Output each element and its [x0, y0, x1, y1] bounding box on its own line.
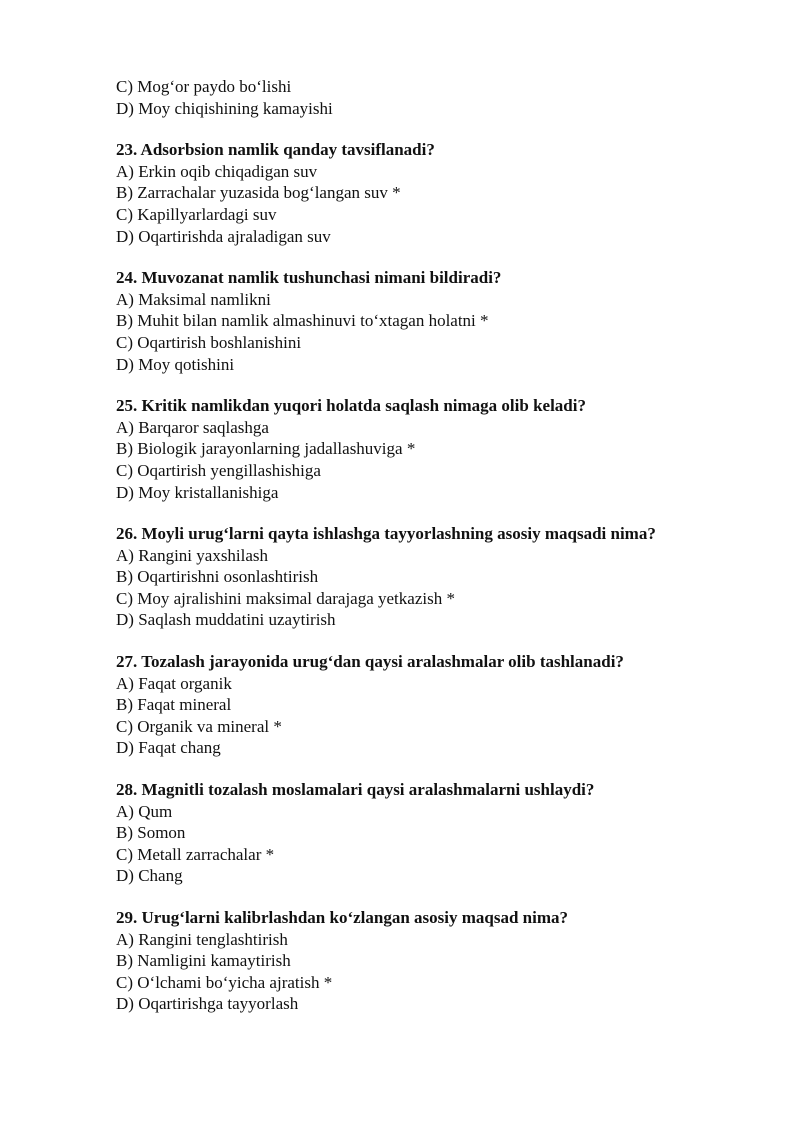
option-item: B) Muhit bilan namlik almashinuvi to‘xtagan holatni * [116, 311, 489, 331]
option-item: A) Rangini yaxshilash [116, 545, 269, 565]
option-item: D) Moy kristallanishiga [116, 482, 279, 502]
option-item: A) Rangini tenglashtirish [116, 929, 288, 949]
option-item: B) Faqat mineral [116, 695, 232, 715]
option-item: A) Barqaror saqlashga [116, 417, 269, 437]
option-item: B) Biologik jarayonlarning jadallashuviga * [116, 439, 416, 459]
question-title: 28. Magnitli tozalash moslamalari qaysi aralashmalarni ushlaydi? [116, 780, 595, 800]
question-24 [116, 267, 756, 375]
option-item: A) Erkin oqib chiqadigan suv [116, 161, 318, 181]
option-item: D) Oqartirishga tayyorlash [116, 994, 299, 1014]
question-title: 26. Moyli urug‘larni qayta ishlashga tayyorlashning asosiy maqsadi nima? [116, 524, 656, 544]
option-item: D) Saqlash muddatini uzaytirish [116, 610, 336, 630]
option-item: C) Oqartirish boshlanishini [116, 332, 302, 352]
question-27 [116, 651, 756, 759]
option-item: B) Somon [116, 823, 186, 843]
option-item: C) O‘lchami bo‘yicha ajratish * [116, 972, 333, 992]
option-item: C) Metall zarrachalar * [116, 844, 275, 864]
option-item: A) Maksimal namlikni [116, 289, 271, 309]
document-page [116, 76, 756, 1015]
question-23 [116, 139, 756, 247]
option-item: A) Qum [116, 801, 173, 821]
carryover-options [116, 76, 756, 119]
option-item: B) Namligini kamaytirish [116, 951, 291, 971]
option-item: D) Oqartirishda ajraladigan suv [116, 226, 331, 246]
question-28 [116, 779, 756, 887]
option-item: D) Chang [116, 866, 183, 886]
option-item: D) Moy chiqishining kamayishi [116, 98, 333, 118]
question-title: 24. Muvozanat namlik tushunchasi nimani bildiradi? [116, 268, 502, 288]
question-25 [116, 395, 756, 503]
question-29 [116, 907, 756, 1015]
question-title: 25. Kritik namlikdan yuqori holatda saqlash nimaga olib keladi? [116, 396, 586, 416]
option-item: C) Mog‘or paydo bo‘lishi [116, 77, 292, 96]
question-title: 23. Adsorbsion namlik qanday tavsiflanadi? [116, 140, 435, 160]
option-item: B) Zarrachalar yuzasida bog‘langan suv * [116, 183, 401, 203]
option-item: A) Faqat organik [116, 673, 232, 693]
question-26 [116, 523, 756, 631]
option-item: D) Faqat chang [116, 738, 221, 758]
question-title: 29. Urug‘larni kalibrlashdan ko‘zlangan asosiy maqsad nima? [116, 908, 569, 927]
option-item: D) Moy qotishini [116, 354, 235, 374]
option-item: C) Moy ajralishini maksimal darajaga yetkazish * [116, 588, 455, 608]
option-item: B) Oqartirishni osonlashtirish [116, 567, 319, 587]
question-title: 27. Tozalash jarayonida urug‘dan qaysi aralashmalar olib tashlanadi? [116, 652, 624, 672]
option-item: C) Organik va mineral * [116, 716, 282, 736]
option-item: C) Oqartirish yengillashishiga [116, 460, 321, 480]
option-item: C) Kapillyarlardagi suv [116, 204, 277, 224]
